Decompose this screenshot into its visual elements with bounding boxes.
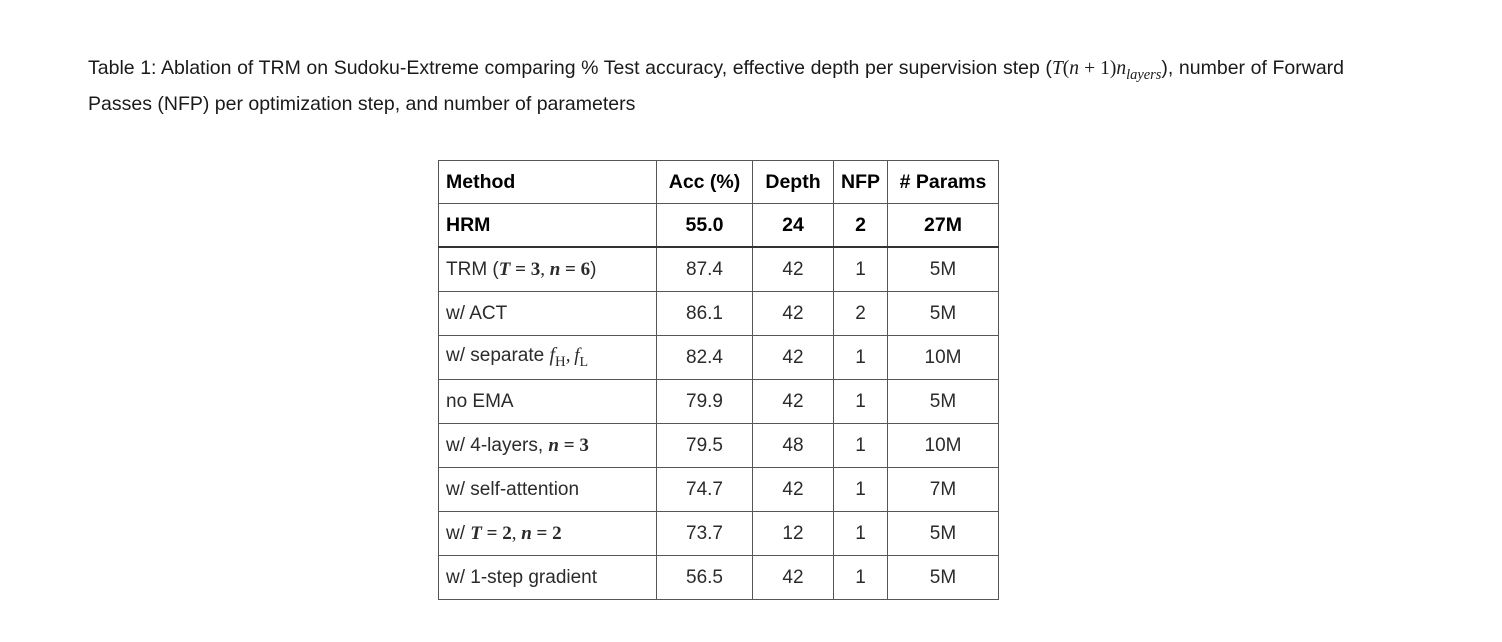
caption-text-part2: ), number of Forward Passes (NFP) per optimization step, and number of parameters — [88, 57, 1345, 115]
cell-depth: 42 — [753, 380, 834, 424]
cell-acc: 74.7 — [657, 468, 753, 512]
cell-method: w/ 4-layers, n = 3 — [439, 424, 657, 468]
caption-text-part1: Ablation of TRM on Sudoku-Extreme comparing % Test accuracy, effective depth per supervision step ( — [161, 57, 1052, 79]
cell-params: 10M — [888, 424, 999, 468]
table-row — [439, 204, 999, 248]
cell-method: HRM — [439, 204, 657, 248]
cell-nfp: 1 — [834, 512, 888, 556]
cell-nfp: 2 — [834, 292, 888, 336]
table-row — [439, 512, 999, 556]
cell-depth: 42 — [753, 247, 834, 292]
cell-depth: 48 — [753, 424, 834, 468]
caption-math-plus: + 1 — [1079, 58, 1110, 79]
cell-params: 5M — [888, 556, 999, 600]
ablation-table-container — [438, 160, 999, 600]
cell-params: 5M — [888, 380, 999, 424]
table-row — [439, 247, 999, 292]
cell-method: w/ 1-step gradient — [439, 556, 657, 600]
cell-acc: 79.5 — [657, 424, 753, 468]
column-header-params: # Params — [888, 161, 999, 204]
cell-params: 5M — [888, 247, 999, 292]
table-row — [439, 292, 999, 336]
cell-acc: 87.4 — [657, 247, 753, 292]
table-row — [439, 468, 999, 512]
cell-acc: 79.9 — [657, 380, 753, 424]
caption-label: Table 1: — [88, 57, 157, 79]
column-header-acc: Acc (%) — [657, 161, 753, 204]
cell-acc: 73.7 — [657, 512, 753, 556]
cell-acc: 86.1 — [657, 292, 753, 336]
column-header-nfp: NFP — [834, 161, 888, 204]
table-row — [439, 380, 999, 424]
cell-params: 5M — [888, 512, 999, 556]
cell-params: 10M — [888, 336, 999, 380]
cell-depth: 24 — [753, 204, 834, 248]
cell-nfp: 1 — [834, 556, 888, 600]
cell-depth: 42 — [753, 292, 834, 336]
cell-depth: 42 — [753, 556, 834, 600]
cell-method: w/ self-attention — [439, 468, 657, 512]
column-header-depth: Depth — [753, 161, 834, 204]
cell-acc: 82.4 — [657, 336, 753, 380]
cell-method: TRM (T = 3, n = 6) — [439, 247, 657, 292]
cell-nfp: 1 — [834, 336, 888, 380]
cell-params: 27M — [888, 204, 999, 248]
cell-depth: 42 — [753, 468, 834, 512]
cell-acc: 55.0 — [657, 204, 753, 248]
caption-math-n: n — [1069, 58, 1080, 79]
cell-nfp: 1 — [834, 247, 888, 292]
column-header-method: Method — [439, 161, 657, 204]
caption-math-paren-close: ) — [1109, 58, 1117, 79]
table-row — [439, 424, 999, 468]
caption-math-paren-open: ( — [1062, 58, 1070, 79]
table-row — [439, 556, 999, 600]
cell-params: 7M — [888, 468, 999, 512]
cell-method: w/ separate $f_H$, $f_L$ — [439, 336, 657, 380]
cell-method: no EMA — [439, 380, 657, 424]
cell-nfp: 1 — [834, 380, 888, 424]
cell-depth: 12 — [753, 512, 834, 556]
cell-nfp: 1 — [834, 468, 888, 512]
ablation-table — [438, 160, 999, 600]
cell-method: w/ ACT — [439, 292, 657, 336]
cell-depth: 42 — [753, 336, 834, 380]
cell-method: w/ T = 2, n = 2 — [439, 512, 657, 556]
cell-params: 5M — [888, 292, 999, 336]
cell-acc: 56.5 — [657, 556, 753, 600]
table-header-row — [439, 161, 999, 204]
cell-nfp: 2 — [834, 204, 888, 248]
caption-math-inline: T — [1051, 58, 1063, 79]
caption-math-nlayers: $n_{layers}$ — [1116, 58, 1162, 83]
cell-nfp: 1 — [834, 424, 888, 468]
table-caption — [88, 52, 1344, 121]
table-row — [439, 336, 999, 380]
